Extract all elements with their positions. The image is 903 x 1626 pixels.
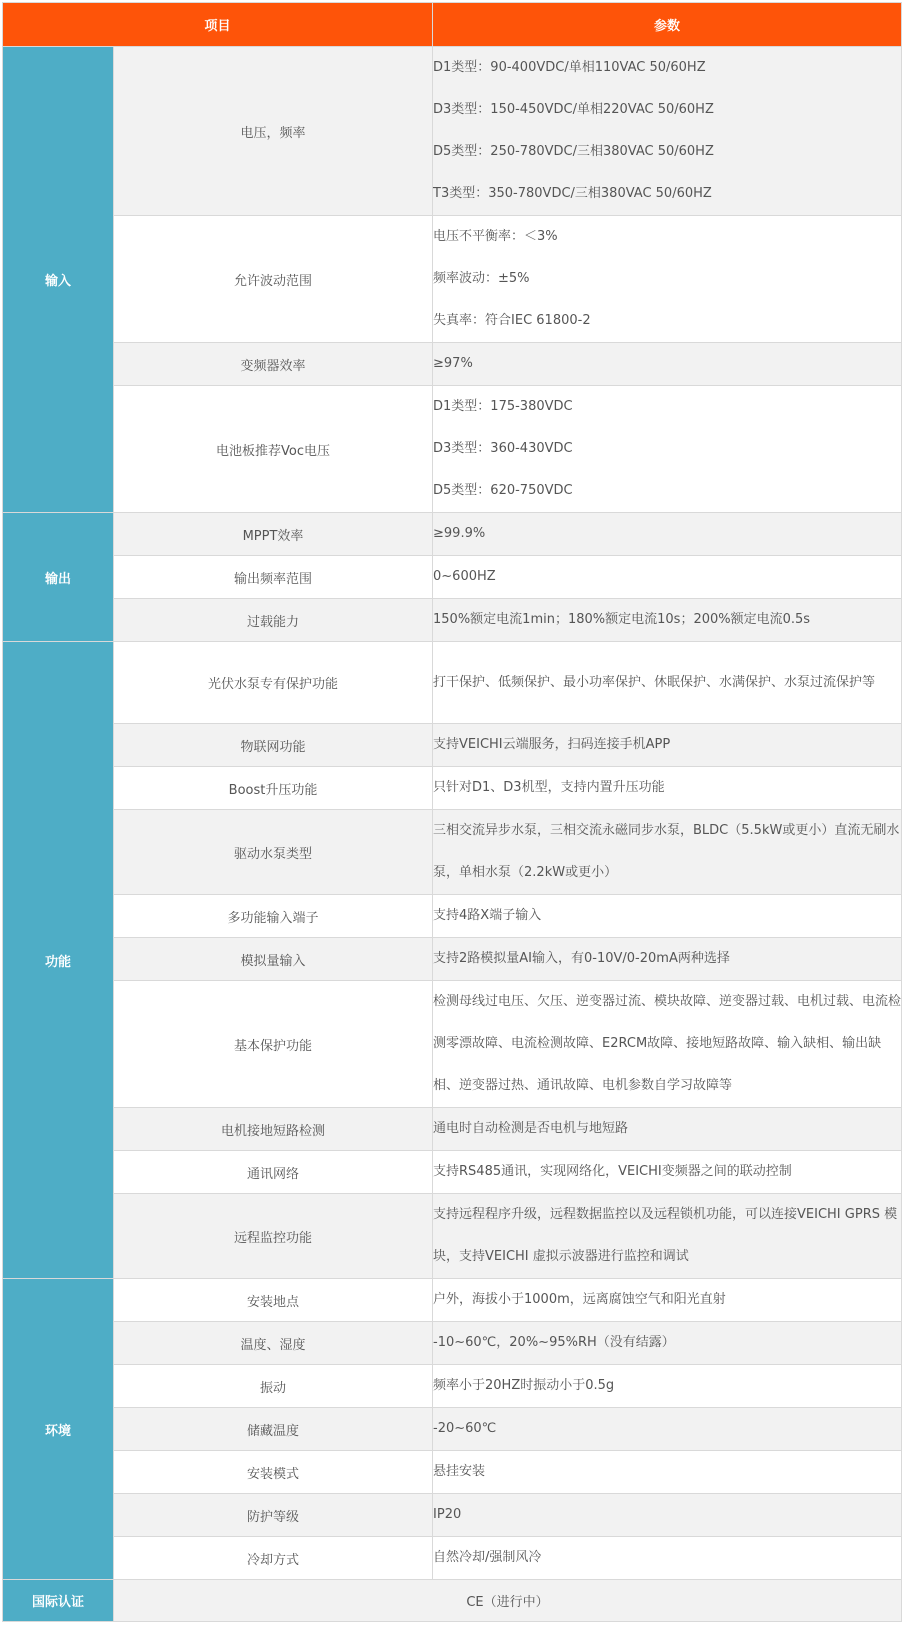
table-row <box>3 343 902 386</box>
table-row <box>3 1108 902 1151</box>
param-cell <box>433 1322 902 1365</box>
param-line: 支持VEICHI云端服务，扫码连接手机APP <box>433 737 671 752</box>
param-cell <box>433 1408 902 1451</box>
item-cell: 过载能力 <box>114 599 433 642</box>
header-item: 项目 <box>3 3 433 47</box>
param-cell <box>433 642 902 724</box>
param-line: D3类型：360-430VDC <box>433 441 573 456</box>
param-line: 户外，海拔小于1000m，远离腐蚀空气和阳光直射 <box>433 1292 726 1307</box>
category-cell-function: 功能 <box>3 642 114 1279</box>
param-line: 支持4路X端子输入 <box>433 908 542 923</box>
table-row <box>3 556 902 599</box>
param-cell <box>433 938 902 981</box>
table-row <box>3 1322 902 1365</box>
param-line: 电压不平衡率：＜3% <box>433 229 558 244</box>
param-text: 打干保护、低频保护、最小功率保护、休眠保护、水满保护、水泵过流保护等 <box>433 674 876 690</box>
param-line: D1类型：90-400VDC/单相110VAC 50/60HZ <box>433 60 706 75</box>
item-cell: Boost升压功能 <box>114 767 433 810</box>
category-cell-output: 输出 <box>3 513 114 642</box>
spec-table <box>2 2 902 1622</box>
item-cell: 防护等级 <box>114 1494 433 1537</box>
spec-body <box>3 47 902 1622</box>
item-cell: 驱动水泵类型 <box>114 810 433 895</box>
item-cell: 远程监控功能 <box>114 1194 433 1279</box>
header-param: 参数 <box>433 3 902 47</box>
table-row <box>3 599 902 642</box>
param-line: 通电时自动检测是否电机与地短路 <box>433 1121 629 1136</box>
param-line: ≥97% <box>433 356 473 371</box>
param-cell <box>433 47 902 216</box>
param-line: 支持2路模拟量AI输入，有0-10V/0-20mA两种选择 <box>433 951 730 966</box>
item-cell: 允许波动范围 <box>114 216 433 343</box>
param-cell <box>433 981 902 1108</box>
category-cell-environment: 环境 <box>3 1279 114 1580</box>
item-cell: 振动 <box>114 1365 433 1408</box>
item-cell: 储藏温度 <box>114 1408 433 1451</box>
param-line: 失真率：符合IEC 61800-2 <box>433 313 591 328</box>
param-line: D5类型：250-780VDC/三相380VAC 50/60HZ <box>433 144 714 159</box>
param-line: 只针对D1、D3机型，支持内置升压功能 <box>433 780 665 795</box>
table-row <box>3 810 902 895</box>
param-cell <box>433 599 902 642</box>
param-line: 悬挂安装 <box>433 1464 486 1479</box>
item-cell: 多功能输入端子 <box>114 895 433 938</box>
param-cell <box>433 810 902 895</box>
param-line: ≥99.9% <box>433 526 486 541</box>
table-row <box>3 1151 902 1194</box>
param-line: D5类型：620-750VDC <box>433 483 573 498</box>
param-line: 自然冷却/强制风冷 <box>433 1550 542 1565</box>
certification-value: CE（进行中） <box>114 1580 902 1622</box>
header-row <box>3 3 902 47</box>
param-cell <box>433 1279 902 1322</box>
table-row <box>3 1580 902 1622</box>
table-row <box>3 1279 902 1322</box>
item-cell: 电机接地短路检测 <box>114 1108 433 1151</box>
item-cell: 光伏水泵专有保护功能 <box>114 642 433 724</box>
param-line: 支持RS485通讯，实现网络化，VEICHI变频器之间的联动控制 <box>433 1164 792 1179</box>
table-row <box>3 1408 902 1451</box>
item-cell: 变频器效率 <box>114 343 433 386</box>
table-row <box>3 767 902 810</box>
table-row <box>3 216 902 343</box>
param-cell <box>433 724 902 767</box>
param-cell <box>433 1365 902 1408</box>
param-cell <box>433 1537 902 1580</box>
table-row <box>3 642 902 724</box>
table-row <box>3 1537 902 1580</box>
param-line: 频率波动：±5% <box>433 271 530 286</box>
param-cell <box>433 767 902 810</box>
table-row <box>3 724 902 767</box>
item-cell: 温度、湿度 <box>114 1322 433 1365</box>
item-cell: 安装地点 <box>114 1279 433 1322</box>
param-cell <box>433 513 902 556</box>
table-row <box>3 1451 902 1494</box>
item-cell: 安装模式 <box>114 1451 433 1494</box>
item-cell: 通讯网络 <box>114 1151 433 1194</box>
item-cell: 输出频率范围 <box>114 556 433 599</box>
param-cell <box>433 1194 902 1279</box>
table-row <box>3 895 902 938</box>
param-line: -20~60℃ <box>433 1421 497 1436</box>
param-text: 三相交流异步水泵，三相交流永磁同步水泵，BLDC（5.5kW或更小）直流无刷水泵，单相水泵（2.2kW或更小） <box>433 823 900 880</box>
table-row <box>3 981 902 1108</box>
param-line: 频率小于20HZ时振动小于0.5g <box>433 1378 615 1393</box>
item-cell: 电池板推荐Voc电压 <box>114 386 433 513</box>
param-cell <box>433 1108 902 1151</box>
param-cell <box>433 1494 902 1537</box>
param-line: D1类型：175-380VDC <box>433 399 573 414</box>
item-cell: 物联网功能 <box>114 724 433 767</box>
param-text: 检测母线过电压、欠压、逆变器过流、模块故障、逆变器过载、电机过载、电流检测零漂故障、电流检测故障、E2RCM故障、接地短路故障、输入缺相、输出缺相、逆变器过热、通讯故障、电机参数自学习故障等 <box>433 994 902 1093</box>
item-cell: 电压，频率 <box>114 47 433 216</box>
param-line: D3类型：150-450VDC/单相220VAC 50/60HZ <box>433 102 714 117</box>
table-row <box>3 938 902 981</box>
param-cell <box>433 216 902 343</box>
param-cell <box>433 556 902 599</box>
table-row <box>3 386 902 513</box>
param-line: 150%额定电流1min；180%额定电流10s；200%额定电流0.5s <box>433 612 811 627</box>
param-line: IP20 <box>433 1507 462 1522</box>
item-cell: MPPT效率 <box>114 513 433 556</box>
item-cell: 基本保护功能 <box>114 981 433 1108</box>
category-cell-input: 输入 <box>3 47 114 513</box>
item-cell: 模拟量输入 <box>114 938 433 981</box>
param-cell <box>433 386 902 513</box>
param-cell <box>433 895 902 938</box>
table-row <box>3 47 902 216</box>
item-cell: 冷却方式 <box>114 1537 433 1580</box>
param-cell <box>433 1151 902 1194</box>
param-text: 支持远程程序升级，远程数据监控以及远程锁机功能，可以连接VEICHI GPRS 模块，支持VEICHI 虚拟示波器进行监控和调试 <box>433 1207 898 1264</box>
category-cell-certification: 国际认证 <box>3 1580 114 1622</box>
param-line: T3类型：350-780VDC/三相380VAC 50/60HZ <box>433 186 712 201</box>
table-row <box>3 1494 902 1537</box>
param-cell <box>433 1451 902 1494</box>
param-line: -10~60℃，20%~95%RH（没有结露） <box>433 1335 675 1350</box>
table-row <box>3 1194 902 1279</box>
param-line: 0~600HZ <box>433 569 496 584</box>
param-cell <box>433 343 902 386</box>
table-row <box>3 513 902 556</box>
table-row <box>3 1365 902 1408</box>
